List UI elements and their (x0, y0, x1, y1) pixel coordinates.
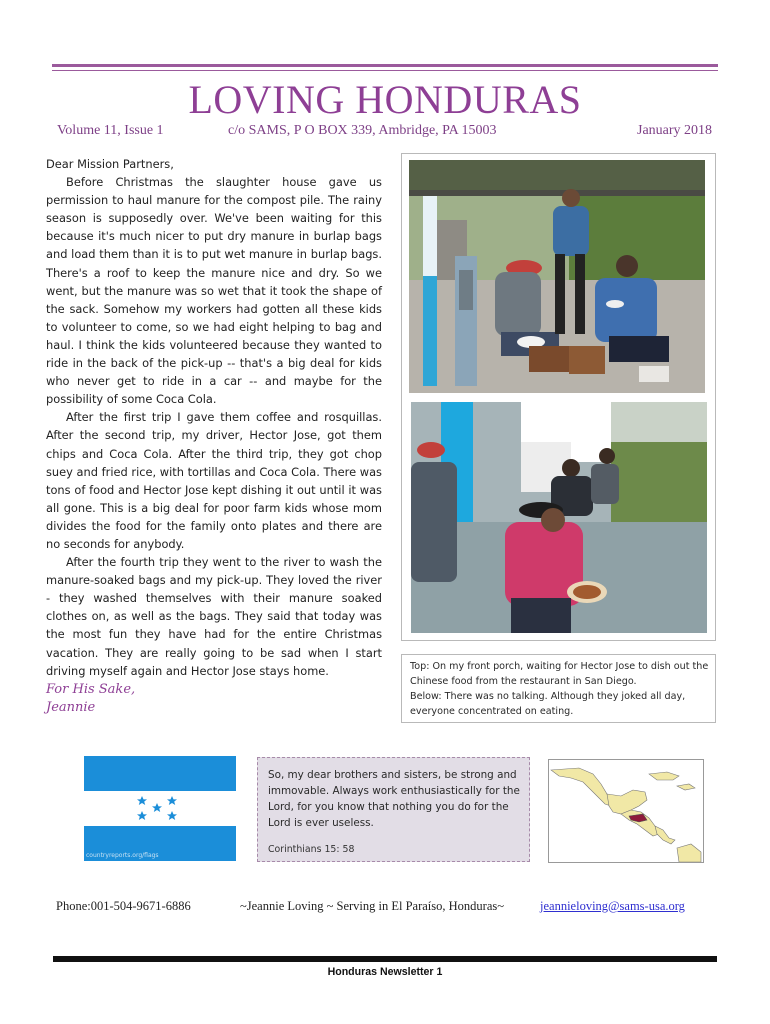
honduras-flag (84, 756, 236, 861)
porch-photo (409, 160, 705, 393)
page-label: Honduras Newsletter 1 (327, 966, 443, 978)
photo-caption-box (401, 654, 716, 723)
letter-paragraph-1: Before Christmas the slaughter house gave us permission to haul manure for the compost pile. The rainy season is supposedly over. We've been waiting for this because it's much nicer to put dry manure in burlap bags and load them than it is to put wet manure in burlap bags. There's a roof to keep the manure nice and dry. So we went, but the manure was so wet that it took the shape of the sack. Somehow my workers had gotten all these kids to volunteer to come, so we had eight helping to bag and haul. I think the kids volunteered because they wanted to ride in the back of the pick-up -- that's a big deal for kids who never get to ride in a car -- and maybe for the possibility of some Coca Cola. (46, 175, 382, 407)
letter-body (46, 155, 382, 716)
verse-text: So, my dear brothers and sisters, be strong and immovable. Always work enthusiastically for the Lord, for you know that nothing you do for the Lord is ever useless. (268, 769, 520, 829)
flag-stars (84, 791, 236, 826)
star-icon (137, 796, 147, 805)
mailing-address: c/o SAMS, P O BOX 339, Ambridge, PA 15003 (228, 123, 497, 138)
verse-box (257, 757, 530, 862)
volume-issue: Volume 11, Issue 1 (57, 123, 164, 138)
caption-top: Top: On my front porch, waiting for Hector Jose to dish out the Chinese food from the restaurant in San Diego. (410, 661, 709, 687)
flag-band-top (84, 756, 236, 791)
newsletter-title: LOVING HONDURAS (188, 77, 582, 122)
star-icon (152, 803, 162, 812)
caption-bottom: Below: There was no talking. Although they joked all day, everyone concentrated on eating. (410, 691, 686, 717)
issue-date: January 2018 (637, 123, 713, 138)
flag-band-middle (84, 791, 236, 826)
star-icon (167, 796, 177, 805)
letter-paragraph-3: After the fourth trip they went to the river to wash the manure-soaked bags and my pick-up. They loved the river - they washed themselves with their manure soaked clothes on, as well as the bags. They said that today was the most fun they have had for the entire Christmas vacation. They are really going to be sad when I start driving myself again and Hector Jose stays home. (46, 555, 382, 678)
masthead-rule-thick (52, 64, 718, 67)
signoff-line-1: For His Sake, (46, 681, 136, 697)
central-america-map (548, 759, 704, 863)
footer-tagline: ~Jeannie Loving ~ Serving in El Paraíso, Honduras~ (240, 899, 504, 913)
footer-phone: Phone:001-504-9671-6886 (56, 899, 191, 913)
letter-greeting: Dear Mission Partners, (46, 157, 174, 171)
verse-reference: Corinthians 15: 58 (268, 844, 355, 855)
letter-paragraph-2: After the first trip I gave them coffee and rosquillas. After the second trip, my driver, Hector Jose, got them chips and Coca Cola. After the third trip, they got chop suey and fried rice, with tortillas and Coca Cola. There was tons of food and Hector Jose kept dishing it out until it was all gone. This is a big deal for poor farm kids whose mom divides the food for the family onto plates and there are no seconds for anybody. (46, 410, 382, 551)
eating-photo (411, 402, 707, 633)
star-icon (137, 811, 147, 820)
footer-rule (53, 956, 717, 962)
star-icon (167, 811, 177, 820)
signoff-line-2: Jeannie (46, 699, 96, 715)
footer-email-link[interactable]: jeannieloving@sams-usa.org (540, 899, 685, 913)
masthead-rule-thin (52, 70, 718, 71)
photo-frame (401, 153, 716, 641)
flag-credit: countryreports.org/flags (86, 852, 159, 859)
